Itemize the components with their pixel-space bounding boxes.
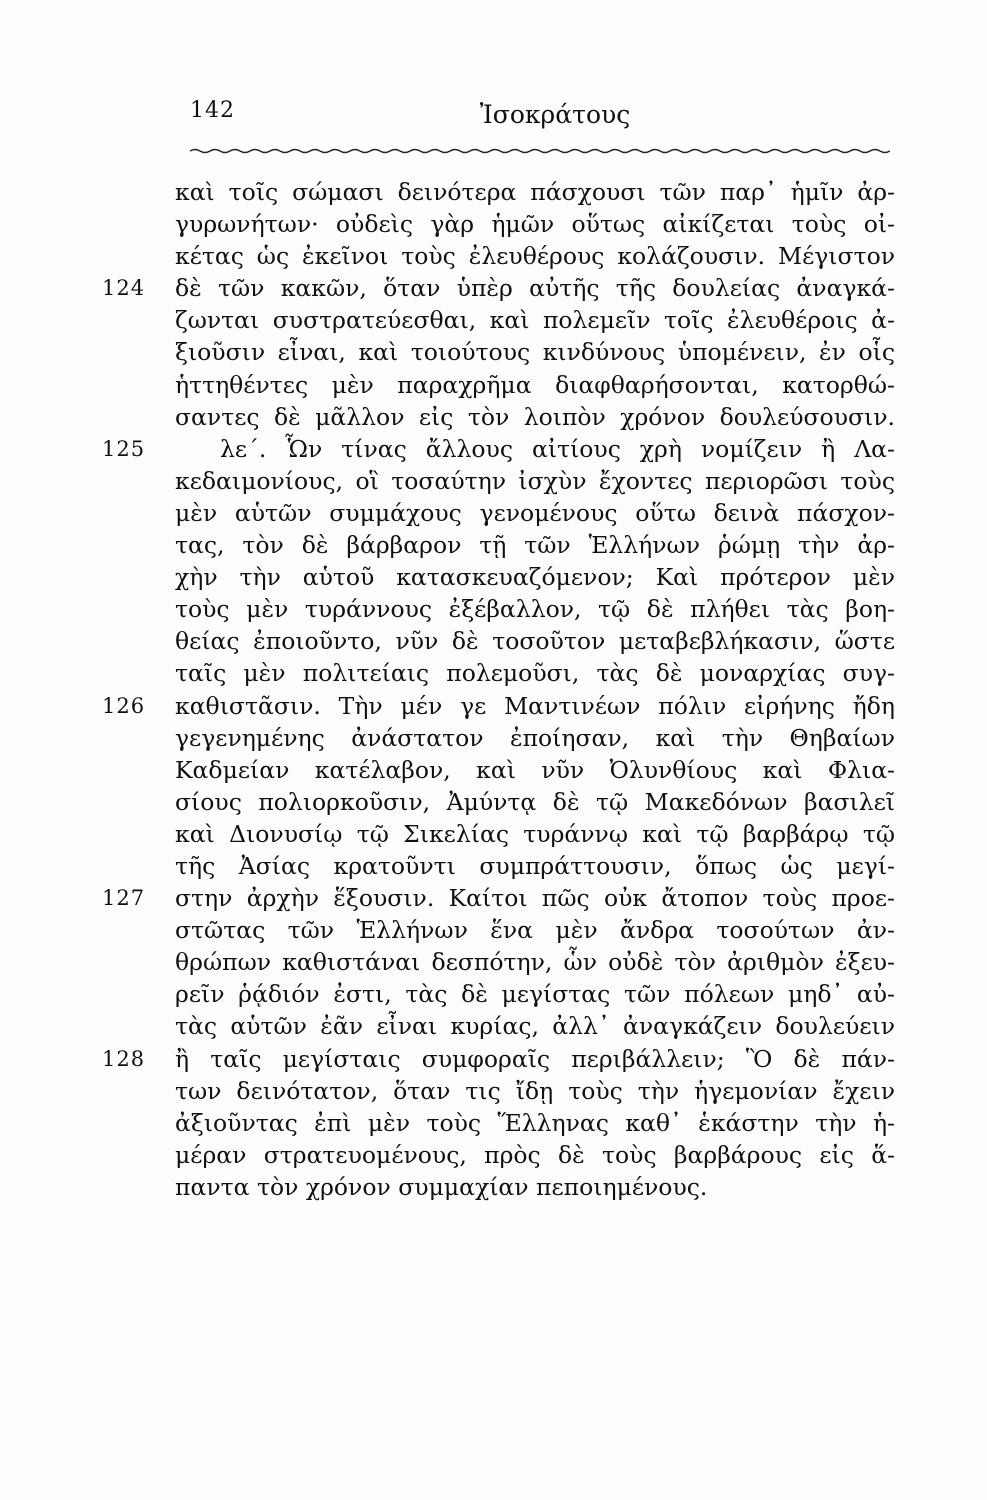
section-number: 126	[102, 693, 146, 718]
text-line	[175, 497, 895, 529]
line-text: ζωνται συστρατεύεσθαι, καὶ πολεμεῖν τοῖς ἐλευθέροις ἀ-	[175, 306, 895, 335]
page-number: 142	[190, 98, 235, 123]
header-rule	[190, 146, 890, 156]
line-text: τας, τὸν δὲ βάρβαρον τῇ τῶν Ἑλλήνων ῥώμῃ τὴν ἀρ-	[175, 531, 895, 560]
line-text: των δεινότατον, ὅταν τις ἴδῃ τοὺς τὴν ἡγεμονίαν ἔχειν	[175, 1076, 895, 1105]
text-line	[102, 433, 895, 465]
text-line	[175, 1010, 895, 1042]
text-line	[102, 272, 895, 304]
text-line	[175, 593, 895, 625]
page-header	[190, 98, 890, 138]
line-text: παντα τὸν χρόνον συμμαχίαν πεποιημένους.	[175, 1172, 708, 1201]
text-line	[175, 850, 895, 882]
running-title: Ἰσοκράτους	[479, 100, 631, 129]
text-line	[175, 818, 895, 850]
line-text: γυρωνήτων· οὐδεὶς γὰρ ἡμῶν οὕτως αἰκίζεται τοὺς οἰ-	[175, 210, 895, 239]
line-text: τοὺς μὲν τυράννους ἐξέβαλλον, τῷ δὲ πλήθει τὰς βοη-	[175, 595, 895, 624]
line-text: καὶ τοῖς σώμασι δεινότερα πάσχουσι τῶν παρ᾽ ἡμῖν ἀρ-	[175, 178, 895, 206]
line-text: καὶ Διονυσίῳ τῷ Σικελίας τυράννῳ καὶ τῷ βαρβάρῳ τῷ	[175, 819, 895, 848]
line-text: Καδμείαν κατέλαβον, καὶ νῦν Ὀλυνθίους καὶ Φλια-	[175, 755, 895, 784]
text-line	[175, 914, 895, 946]
text-line	[175, 336, 895, 368]
text-line	[175, 304, 895, 336]
line-text: στην ἀρχὴν ἕξουσιν. Καίτοι πῶς οὐκ ἄτοπον τοὺς προε-	[175, 884, 895, 913]
line-text: ρεῖν ῥᾴδιόν ἐστι, τὰς δὲ μεγίστας τῶν πόλεων μηδ᾽ αὐ-	[175, 980, 895, 1009]
line-text: μέραν στρατευομένους, πρὸς δὲ τοὺς βαρβάρους εἰς ἅ-	[175, 1140, 895, 1169]
text-line	[175, 176, 895, 208]
section-number: 127	[102, 886, 146, 911]
text-line	[175, 529, 895, 561]
text-line	[175, 786, 895, 818]
text-line	[175, 561, 895, 593]
line-text: τῆς Ἀσίας κρατοῦντι συμπράττουσιν, ὅπως ὡς μεγί-	[175, 851, 895, 880]
line-text: ταῖς μὲν πολιτείαις πολεμοῦσι, τὰς δὲ μοναρχίας συγ-	[175, 659, 895, 688]
text-line	[175, 465, 895, 497]
line-text: ἢ ταῖς μεγίσταις συμφοραῖς περιβάλλειν; Ὃ δὲ πάν-	[175, 1044, 895, 1073]
line-text: ἀξιοῦντας ἐπὶ μὲν τοὺς Ἕλληνας καθ᾽ ἑκάστην τὴν ἡ-	[175, 1108, 895, 1137]
line-text: τὰς αὑτῶν ἐᾶν εἶναι κυρίας, ἀλλ᾽ ἀναγκάζειν δουλεύειν	[175, 1012, 895, 1041]
text-line	[102, 1043, 895, 1075]
text-line	[175, 369, 895, 401]
line-text: λε΄. Ὧν τίνας ἄλλους αἰτίους χρὴ νομίζειν ἢ Λα-	[220, 434, 895, 463]
text-line	[175, 754, 895, 786]
text-line	[102, 690, 895, 722]
line-text: σίους πολιορκοῦσιν, Ἀμύντᾳ δὲ τῷ Μακεδόνων βασιλεῖ	[175, 787, 895, 816]
text-line	[175, 1107, 895, 1139]
line-text: δὲ τῶν κακῶν, ὅταν ὑπὲρ αὐτῆς τῆς δουλείας ἀναγκά-	[175, 274, 895, 303]
text-line	[175, 208, 895, 240]
text-line	[102, 882, 895, 914]
text-line	[175, 1075, 895, 1107]
line-text: καθιστᾶσιν. Τὴν μέν γε Μαντινέων πόλιν εἰρήνης ἤδη	[175, 691, 895, 720]
section-number: 128	[102, 1046, 146, 1071]
line-text: θείας ἐποιοῦντο, νῦν δὲ τοσοῦτον μεταβεβλήκασιν, ὥστε	[175, 627, 895, 656]
line-text: ἡττηθέντες μὲν παραχρῆμα διαφθαρήσονται, κατορθώ-	[175, 370, 895, 399]
line-text: σαντες δὲ μᾶλλον εἰς τὸν λοιπὸν χρόνον δουλεύσουσιν.	[175, 402, 895, 431]
text-line	[175, 946, 895, 978]
section-number: 125	[102, 436, 146, 461]
line-text: θρώπων καθιστάναι δεσπότην, ὧν οὐδὲ τὸν ἀριθμὸν ἐξευ-	[175, 948, 895, 977]
text-line	[175, 1171, 895, 1203]
line-text: χὴν τὴν αὑτοῦ κατασκευαζόμενον; Καὶ πρότερον μὲν	[175, 563, 895, 592]
body-text	[102, 176, 895, 1203]
text-line	[175, 1139, 895, 1171]
text-line	[175, 240, 895, 272]
text-line	[175, 722, 895, 754]
line-text: κέτας ὡς ἐκεῖνοι τοὺς ἐλευθέρους κολάζουσιν. Μέγιστον	[175, 242, 895, 271]
line-text: κεδαιμονίους, οἳ τοσαύτην ἰσχὺν ἔχοντες περιορῶσι τοὺς	[175, 466, 895, 495]
text-line	[175, 625, 895, 657]
text-line	[175, 978, 895, 1010]
line-text: γεγενημένης ἀνάστατον ἐποίησαν, καὶ τὴν Θηβαίων	[175, 723, 895, 752]
text-line	[175, 657, 895, 689]
section-number: 124	[102, 276, 146, 301]
line-text: στῶτας τῶν Ἑλλήνων ἕνα μὲν ἄνδρα τοσούτων ἀν-	[175, 916, 895, 945]
line-text: ξιοῦσιν εἶναι, καὶ τοιούτους κινδύνους ὑπομένειν, ἐν οἷς	[175, 338, 895, 367]
line-text: μὲν αὑτῶν συμμάχους γενομένους οὕτω δεινὰ πάσχον-	[175, 498, 895, 527]
text-line	[175, 401, 895, 433]
